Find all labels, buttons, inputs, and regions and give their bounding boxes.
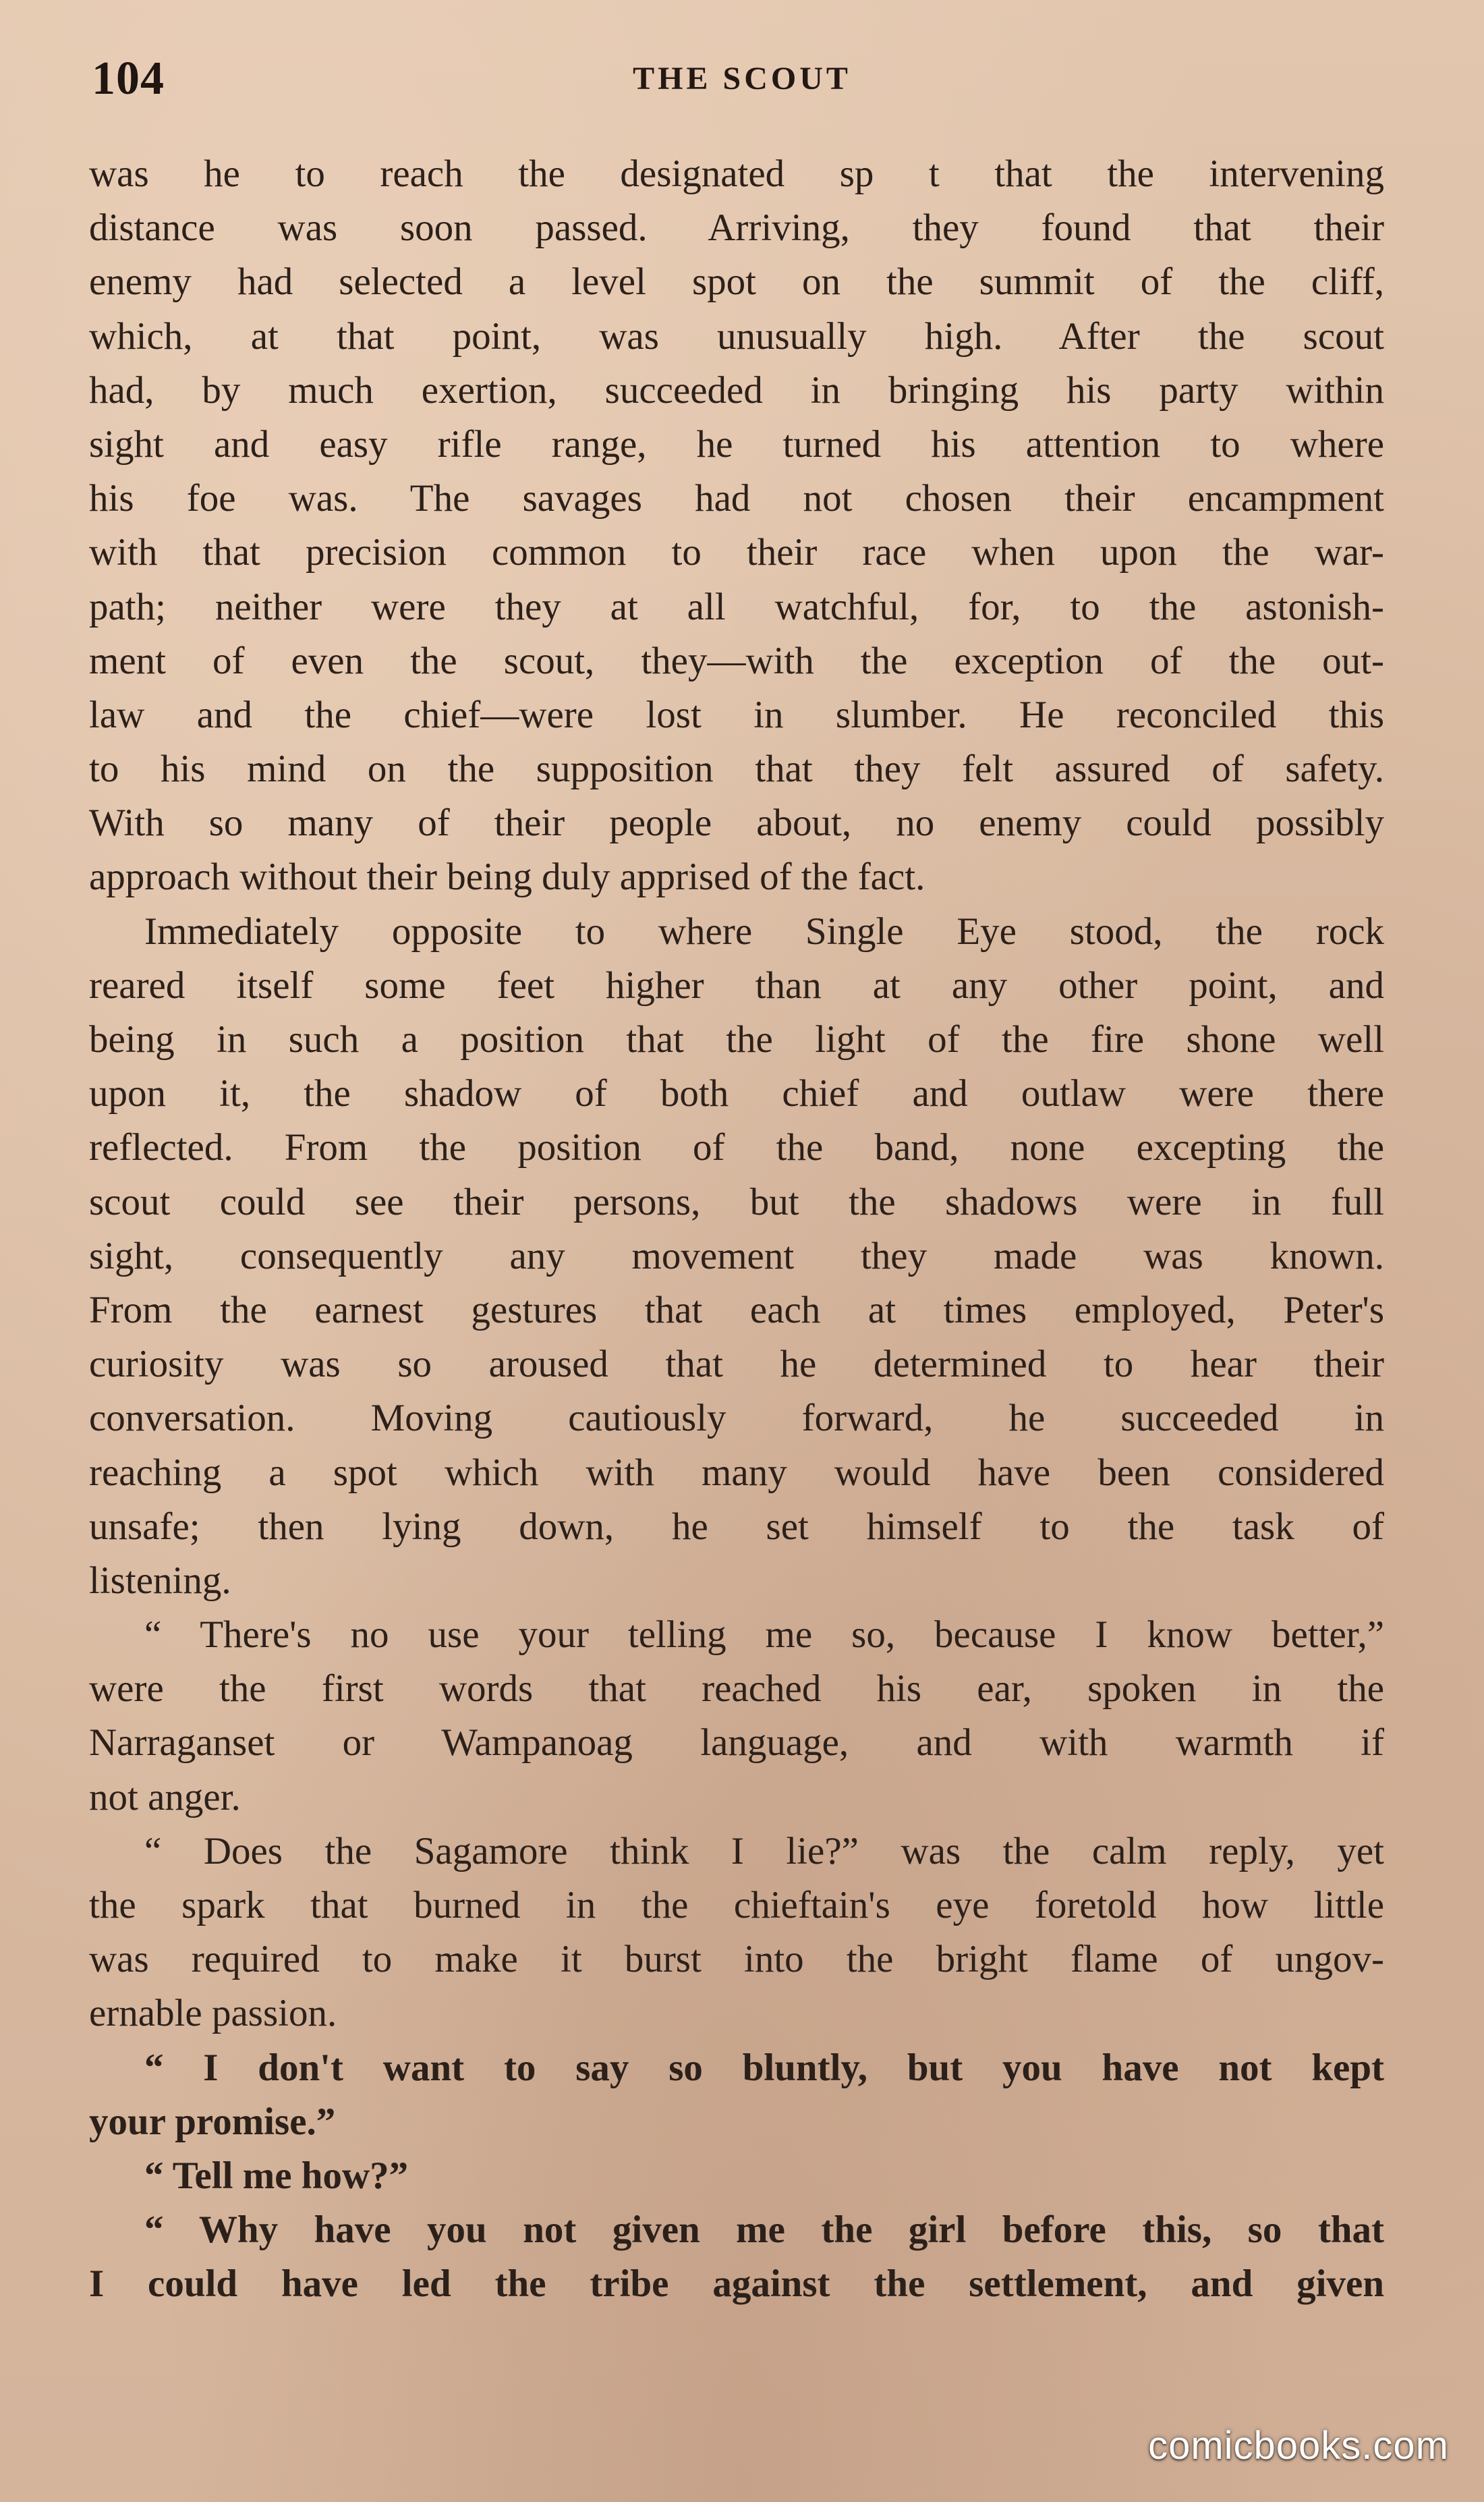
text-line: had, by much exertion, succeeded in bringing his party within [89, 368, 1384, 412]
text-line: reaching a spot which with many would have been considered [89, 1451, 1384, 1494]
text-line: the spark that burned in the chieftain's eye foretold how little [89, 1884, 1384, 1926]
text-line: upon it, the shadow of both chief and outlaw were there [89, 1072, 1384, 1115]
page-number: 104 [92, 53, 165, 105]
text-line: “ I don't want to say so bluntly, but you have not kept [144, 2046, 1384, 2089]
body-text [89, 147, 1384, 2312]
text-line: to his mind on the supposition that they felt assured of safety. [89, 748, 1384, 791]
text-block [89, 147, 1384, 2312]
text-line: conversation. Moving cautiously forward, he succeeded in [89, 1397, 1384, 1440]
text-line: not anger. [89, 1775, 241, 1818]
text-line: sight and easy rifle range, he turned his attention to where [89, 422, 1384, 466]
text-line: “ There's no use your telling me so, because I know better,” [144, 1613, 1384, 1657]
text-line: listening. [89, 1559, 231, 1602]
text-line: being in such a position that the light of the fire shone well [89, 1018, 1384, 1061]
text-line: scout could see their persons, but the shadows were in full [89, 1180, 1384, 1223]
text-line: with that precision common to their race when upon the war- [89, 531, 1384, 574]
text-line: path; neither were they at all watchful, for, to the astonish- [89, 585, 1384, 628]
text-line: With so many of their people about, no enemy could possibly [89, 802, 1384, 845]
text-line: law and the chief—were lost in slumber. He reconciled this [89, 693, 1384, 736]
text-line: Immediately opposite to where Single Eye stood, the rock [144, 910, 1384, 953]
page-header [0, 49, 1484, 109]
text-line: approach without their being duly apprised of the fact. [89, 856, 925, 899]
text-line: distance was soon passed. Arriving, they found that their [89, 206, 1384, 250]
site-watermark: comicbooks.com [1148, 2424, 1449, 2468]
text-line: From the earnest gestures that each at times employed, Peter's [89, 1288, 1384, 1331]
text-line: Narraganset or Wampanoag language, and with warmth if [89, 1721, 1384, 1764]
text-line: “ Why have you not given me the girl before this, so that [144, 2208, 1384, 2252]
text-line: sight, consequently any movement they made was known. [89, 1234, 1384, 1277]
text-line: “ Does the Sagamore think I lie?” was the calm reply, yet [144, 1829, 1384, 1872]
text-line: I could have led the tribe against the settlement, and given [89, 2262, 1384, 2306]
text-line: which, at that point, was unusually high. After the scout [89, 314, 1384, 358]
running-head: THE SCOUT [633, 61, 851, 96]
text-line: your promise.” [89, 2100, 336, 2143]
text-line: unsafe; then lying down, he set himself to the task of [89, 1505, 1384, 1548]
text-line: were the first words that reached his ear, spoken in the [89, 1667, 1384, 1711]
text-line: reared itself some feet higher than at any other point, and [89, 964, 1384, 1007]
text-line: his foe was. The savages had not chosen their encampment [89, 477, 1384, 520]
text-line: was he to reach the designated sp t that the intervening [89, 152, 1384, 195]
text-line: curiosity was so aroused that he determined to hear their [89, 1343, 1384, 1386]
text-line: “ Tell me how?” [144, 2154, 409, 2197]
text-line: ernable passion. [89, 1992, 337, 2035]
text-line: enemy had selected a level spot on the summit of the cliff, [89, 260, 1384, 304]
text-line: was required to make it burst into the bright flame of ungov- [89, 1938, 1384, 1981]
text-line: ment of even the scout, they—with the exception of the out- [89, 639, 1384, 682]
text-line: reflected. From the position of the band, none excepting the [89, 1126, 1384, 1169]
